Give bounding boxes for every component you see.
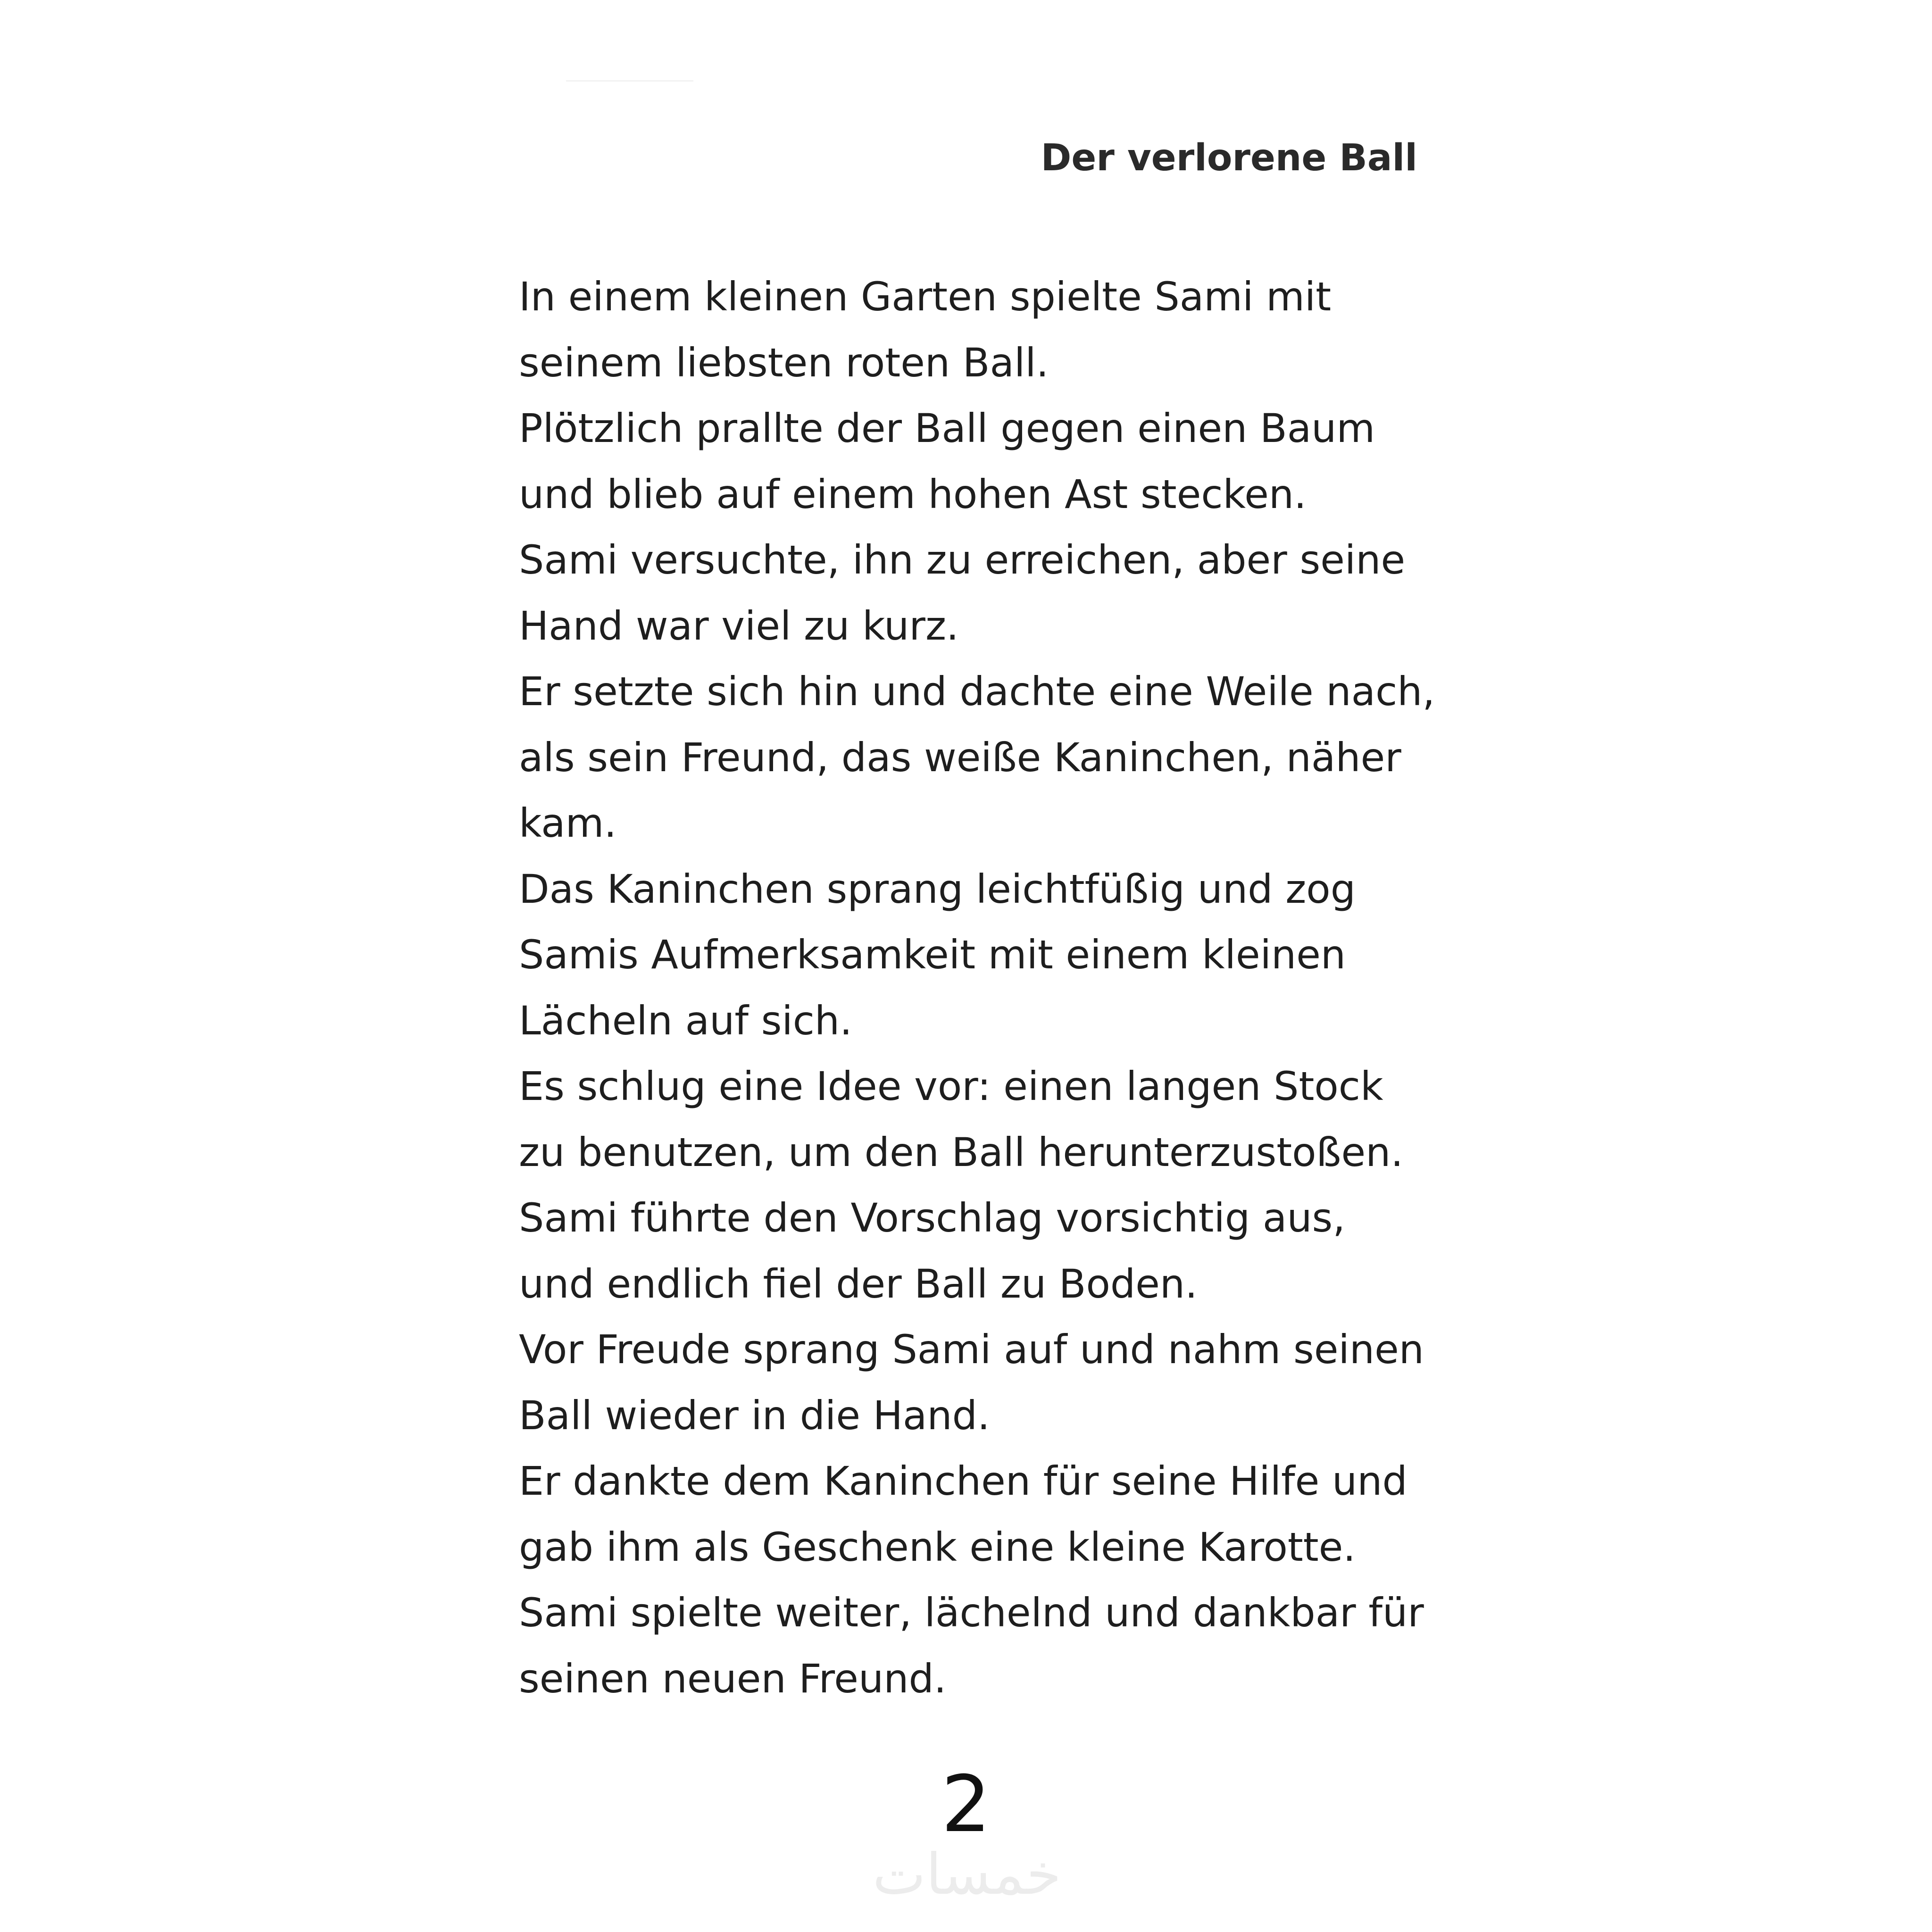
page-number: 2 (941, 1759, 991, 1849)
story-line: zu benutzen, um den Ball herunterzustoßen. (519, 1129, 1404, 1175)
story-line: Vor Freude sprang Sami auf und nahm seinen (519, 1326, 1424, 1373)
story-body (519, 264, 1443, 1712)
top-divider (566, 80, 693, 82)
story-line: Ball wieder in die Hand. (519, 1392, 990, 1439)
story-line: Das Kaninchen sprang leichtfüßig und zog (519, 866, 1356, 912)
story-line: seinem liebsten roten Ball. (519, 339, 1049, 386)
watermark-logo: خمسات (872, 1842, 1062, 1907)
story-line: In einem kleinen Garten spielte Sami mit (519, 274, 1332, 320)
story-line: Sami spielte weiter, lächelnd und dankbar für (519, 1590, 1424, 1636)
story-line: Es schlug eine Idee vor: einen langen Stock (519, 1063, 1383, 1109)
story-line: Samis Aufmerksamkeit mit einem kleinen (519, 932, 1346, 978)
story-line: Sami führte den Vorschlag vorsichtig aus, (519, 1195, 1346, 1241)
story-line: gab ihm als Geschenk eine kleine Karotte. (519, 1524, 1356, 1570)
story-line: kam. (519, 800, 617, 846)
story-line: Lächeln auf sich. (519, 997, 852, 1044)
story-line: Er setzte sich hin und dachte eine Weile nach, (519, 668, 1435, 715)
story-line: Plötzlich prallte der Ball gegen einen Baum (519, 405, 1375, 451)
story-line: Hand war viel zu kurz. (519, 602, 959, 649)
story-line: als sein Freund, das weiße Kaninchen, näher (519, 734, 1401, 781)
story-title: Der verlorene Ball (1041, 137, 1417, 179)
story-line: Sami versuchte, ihn zu erreichen, aber seine (519, 537, 1406, 583)
story-line: und blieb auf einem hohen Ast stecken. (519, 471, 1307, 517)
story-line: und endlich fiel der Ball zu Boden. (519, 1260, 1198, 1307)
story-line: Er dankte dem Kaninchen für seine Hilfe und (519, 1458, 1407, 1504)
story-line: seinen neuen Freund. (519, 1655, 947, 1702)
